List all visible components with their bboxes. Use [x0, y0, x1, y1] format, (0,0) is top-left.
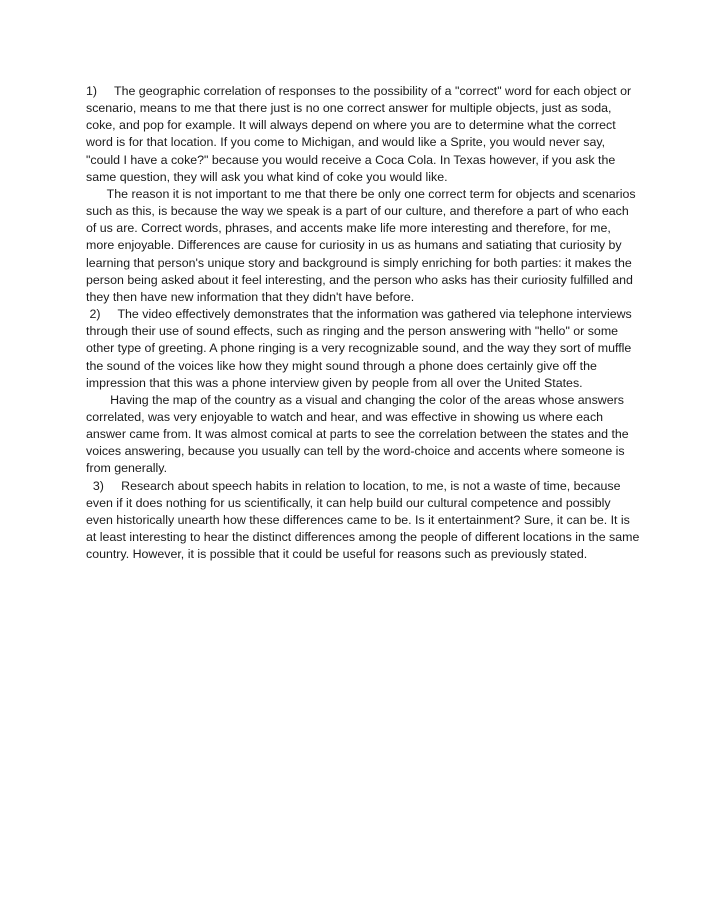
paragraph-question-3: 3) Research about speech habits in relation to location, to me, is not a waste of time, because even if it does nothing for us scientifically, it can help build our cultural competence and possibly even historically unearth how these differences came to be. Is it entertainment? Sure, it can be. It is at least interesting to hear the distinct differences among the people of different locations in the same country. However, it is possible that it could be useful for reasons such as previously stated. — [86, 478, 643, 562]
paragraph-question-1: 1) The geographic correlation of responses to the possibility of a "correct" word for each object or scenario, means to me that there just is no one correct answer for multiple objects, just as soda, coke, and pop for example. It will always depend on where you are to determine what the correct word is for that location. If you come to Michigan, and would like a Sprite, you would never say, "could I have a coke?" because you would receive a Coca Cola. In Texas however, if you ask the same question, they will ask you what kind of coke you would like. — [86, 84, 635, 184]
document-body — [86, 83, 643, 563]
paragraph-question-2: 2) The video effectively demonstrates that the information was gathered via telephone interviews through their use of sound effects, such as ringing and the person answering with "hello" or some other type of greeting. A phone ringing is a very recognizable sound, and the way they sort of muffle the sound of the voices like how they might sound through a phone does certainly give off the impression that this was a phone interview given by people from all over the United States. — [86, 307, 636, 390]
paragraph-question-1-continued: The reason it is not important to me that there be only one correct term for objects and scenarios such as this, is because the way we speak is a part of our culture, and therefore a part of who each of us are. Correct words, phrases, and accents make life more interesting and therefore, for me, more enjoyable. Differences are cause for curiosity in us as humans and satiating that curiosity by learning that person's unique story and background is simply enriching for both parties: it makes the person being asked about it feel interesting, and the person who asks has their curiosity fulfilled and they then have new information that they didn't have before. — [86, 186, 640, 304]
paragraph-question-2-continued: Having the map of the country as a visual and changing the color of the areas whose answers correlated, was very enjoyable to watch and hear, and was effective in showing us where each answer came from. It was almost comical at parts to see the correlation between the states and the voices answering, because you usually can tell by the word-choice and accents where someone is from generally. — [86, 392, 633, 476]
